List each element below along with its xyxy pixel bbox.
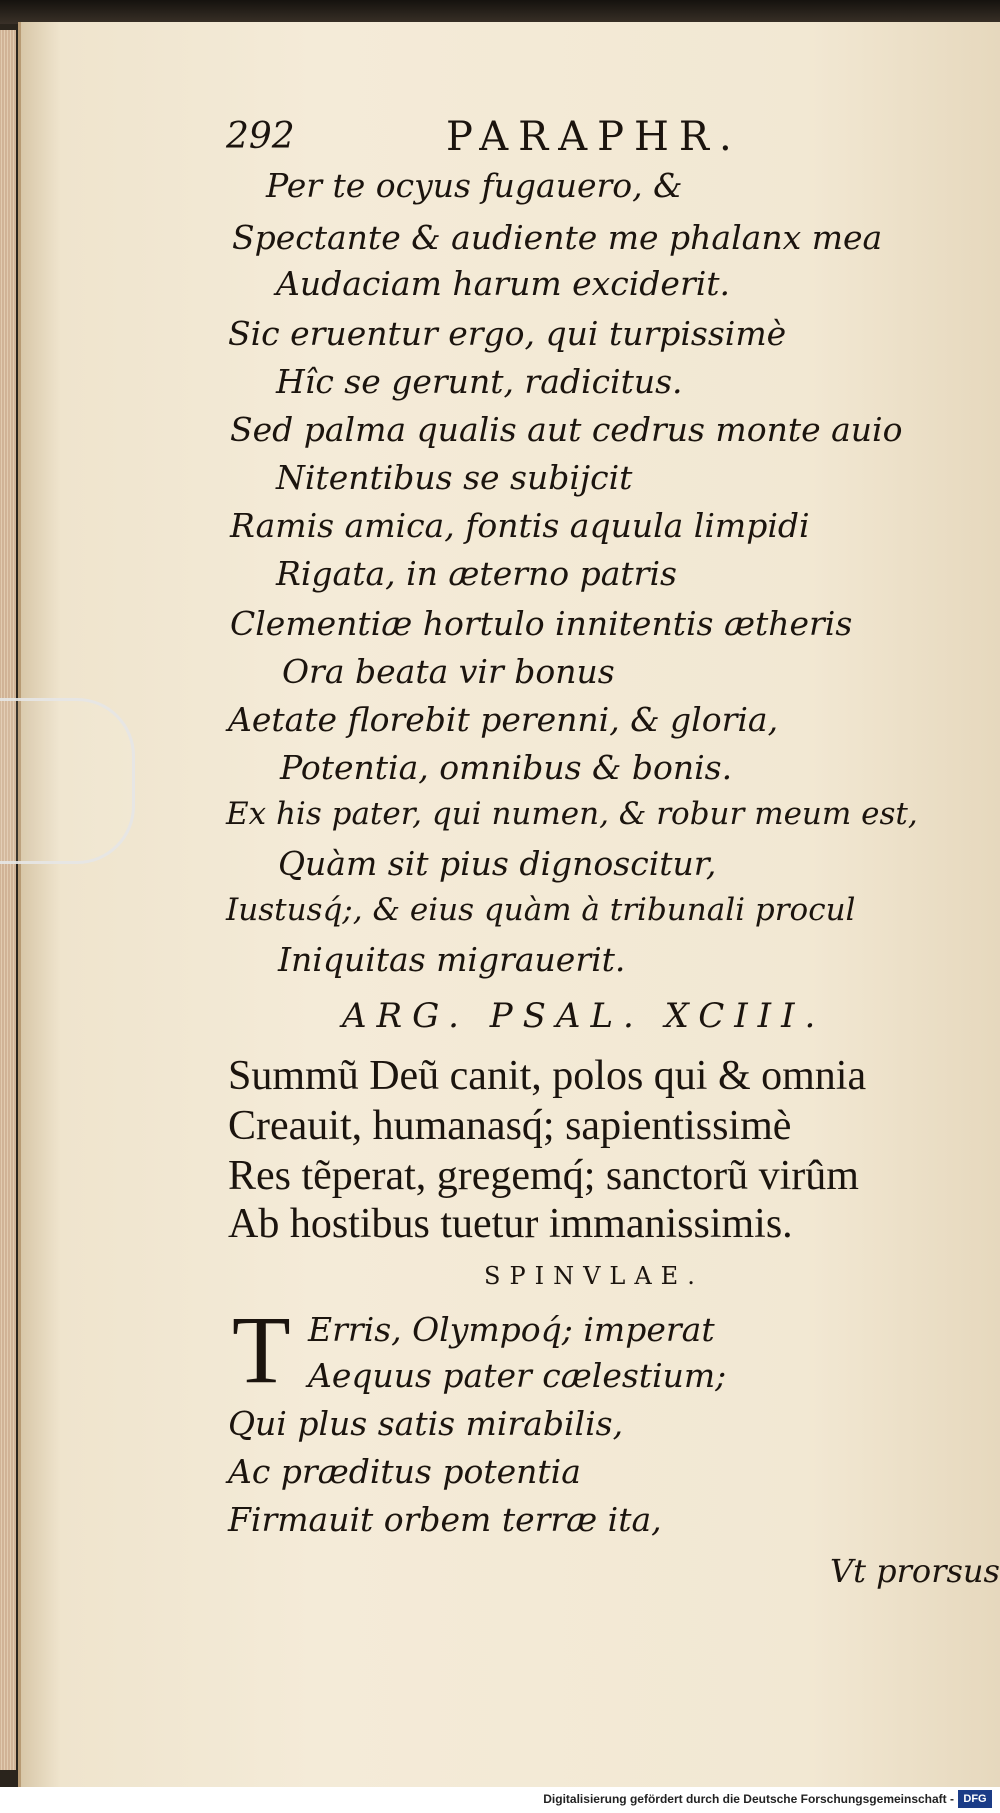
verse-line: Nitentibus se subijcit [276, 458, 633, 497]
running-head: PARAPHR. [446, 114, 742, 160]
verse-line: Qui plus satis mirabilis, [228, 1404, 624, 1443]
argument-line: Summũ Deũ canit, polos qui & omnia [228, 1053, 867, 1099]
verse-line: Erris, Olympoq́; imperat [308, 1310, 715, 1349]
verse-line: Aequus pater cælestium; [308, 1356, 727, 1395]
verse-line: Ac præditus potentia [228, 1452, 581, 1491]
verse-line: Iniquitas migrauerit. [278, 940, 626, 979]
verse-line: Sed palma qualis aut cedrus monte auio [230, 410, 903, 449]
argument-line: Res tẽperat, gregemq́; sanctorũ virûm [228, 1153, 859, 1199]
verse-line: Rigata, in æterno patris [276, 554, 677, 593]
verse-line: Ramis amica, fontis aquula limpidi [230, 506, 810, 545]
argument-line: Ab hostibus tuetur immanissimis. [228, 1201, 793, 1247]
book-top-edge [0, 0, 1000, 24]
catchword: Vt prorsus [830, 1552, 1000, 1590]
argument-line: Creauit, humanasq́; sapientissimè [228, 1103, 792, 1149]
page-clip [0, 698, 135, 864]
verse-line: Spectante & audiente me phalanx mea [232, 218, 883, 257]
page-header [226, 110, 826, 170]
footer-credit: Digitalisierung gefördert durch die Deutsche Forschungsgemeinschaft - [543, 1792, 954, 1806]
argument-heading: ARG. PSAL. XCIII. [342, 996, 826, 1036]
verse-line: Firmauit orbem terræ ita, [228, 1500, 662, 1539]
verse-line: Audaciam harum exciderit. [276, 264, 731, 303]
verse-line: Aetate florebit perenni, & gloria, [228, 700, 779, 739]
spinulae-heading: SPINVLAE. [484, 1262, 704, 1290]
verse-line: Sic eruentur ergo, qui turpissimè [228, 314, 787, 353]
verse-line: Quàm sit pius dignoscitur, [278, 844, 717, 883]
verse-line: Ora beata vir bonus [282, 652, 615, 691]
verse-line: Hîc se gerunt, radicitus. [276, 362, 683, 401]
verse-line: Potentia, omnibus & bonis. [280, 748, 733, 787]
verse-line: Per te ocyus fugauero, & [266, 166, 683, 205]
verse-line: Ex his pater, qui numen, & robur meum est, [226, 796, 918, 832]
verse-line: Clementiæ hortulo innitentis ætheris [230, 604, 853, 643]
page-number: 292 [226, 116, 295, 157]
drop-cap: T [232, 1296, 291, 1403]
page-edge-fore [0, 30, 16, 1770]
verse-line: Iustusq́;, & eius quàm à tribunali procul [226, 892, 856, 928]
dfg-logo: DFG [958, 1790, 992, 1808]
